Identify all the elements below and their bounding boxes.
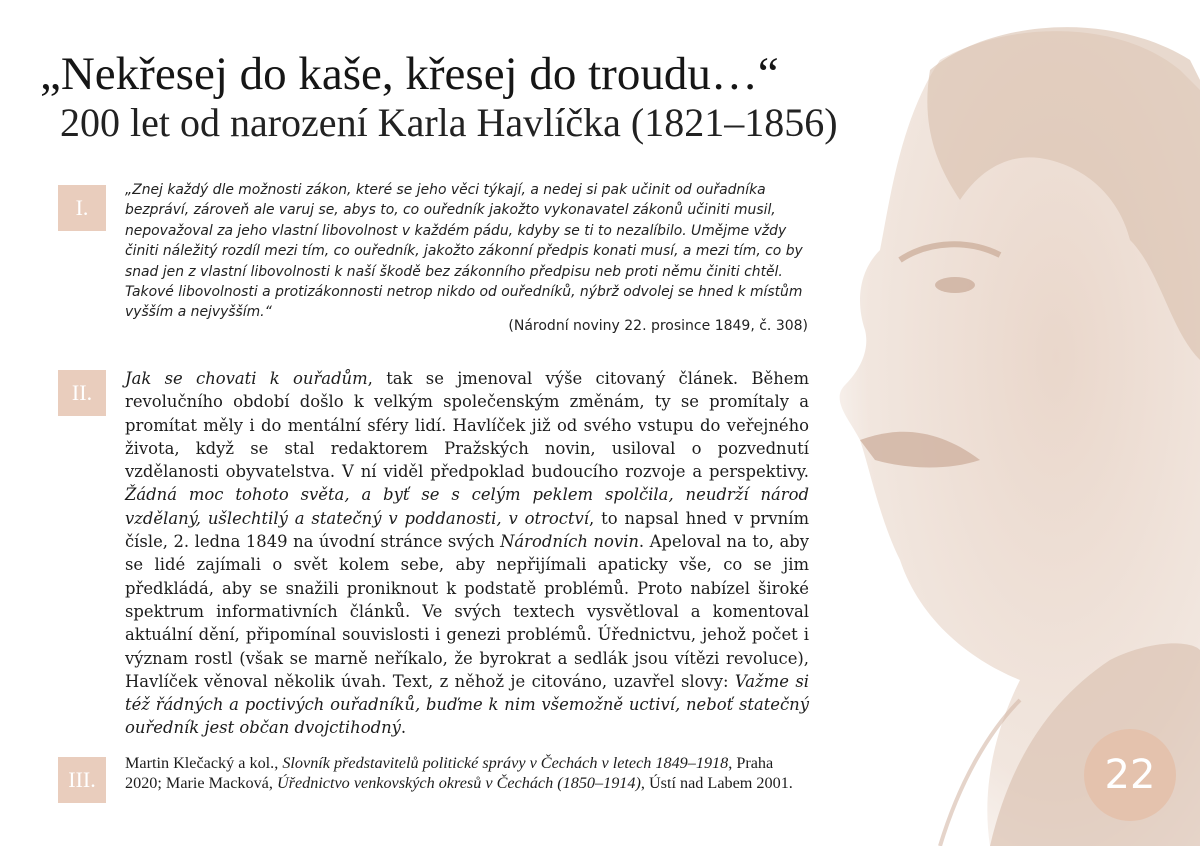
- article-text-part: , tak se jmenoval výše citovaný článek. Během revolučního období došlo k velkým společenským změnám, ty se promítaly a promítat měly i do mentální sféry lidí. Havlíček již od svého vstupu do veřejného života, když se stal redaktorem Pražských novin, usiloval o pozvednutí vzdělanosti obyvatelstva. V ní viděl předpoklad budoucího rozvoje a perspektivy.: [125, 369, 809, 482]
- section-marker-1: I.: [58, 185, 106, 231]
- section-marker-2: II.: [58, 370, 106, 416]
- quote-text: „Znej každý dle možnosti zákon, které se jeho věci týkají, a nedej si pak učinit od ouřadníka bezpráví, zároveň ale varuj se, abys to, co ouředník jakožto vykonavatel zákonů učiniti musil, nepovažoval za jeho vlastní libovolnost v každém pádu, kdyby se ti to nezalíbilo. Umějme vždy činiti náležitý rozdíl mezi tím, co ouředník, jakožto zákonní předpis konati musí, a mezi tím, co by snad jen z vlastní libovolnosti k naší škodě bez zákonního předpisu neb proti němu činiti chtěl. Takové libovolnosti a protizákonnosti netrop nikdo od ouředníků, nýbrž odvolej se hned k místům vyšším a nejvyšším.“: [125, 182, 803, 321]
- havlicek-portrait-image: [790, 0, 1200, 846]
- havlicek-quote-italic: Žádná moc tohoto světa, a byť se s celým peklem spolčila, neudrží národ vzdělaný, ušlechtilý a statečný v poddanosti, v otroctví: [125, 485, 809, 528]
- article-text-part: . Apeloval na to, aby se lidé zajímali o svět kolem sebe, aby nepřijímali apaticky vše, co se jim předkládá, aby se snažili proniknout k podstatě problémů. Proto nabízel široké spektrum informativních článků. Ve svých textech vysvětloval a komentoval aktuální dění, připomínal souvislosti i genezi problémů. Úřednictvu, jehož počet i význam rostl (však se marně neříkalo, že byrokrat a sedlák jsou vítězi revoluce), Havlíček věnoval několik úvah. Text, z něhož je citováno, uzavřel slovy:: [125, 532, 810, 691]
- closing-quote-italic: Važme si též řádných a poctivých ouřadníků, buďme k nim všemožně uctiví, neboť statečný ouředník jest občan dvojctihodný: [125, 671, 809, 738]
- article-text-end: .: [400, 718, 407, 738]
- page-number-badge: 22: [1084, 729, 1176, 821]
- article-title-italic: Jak se chovati k ouřadům: [125, 369, 368, 388]
- reference-title-italic: Slovník představitelů politické správy v Čechách v letech 1849–1918: [282, 754, 729, 772]
- quote-source: (Národní noviny 22. prosince 1849, č. 308): [508, 318, 808, 334]
- reference-text: , Praha 2020; Marie Macková,: [125, 754, 774, 792]
- section-marker-3: III.: [58, 757, 106, 803]
- reference-text: Martin Klečacký a kol.,: [125, 754, 283, 772]
- reference-title-italic: Úřednictvo venkovských okresů v Čechách (1850–1914): [276, 774, 641, 792]
- page-subtitle: 200 let od narození Karla Havlíčka (1821–1856): [60, 100, 838, 145]
- page-title: „Nekřesej do kaše, křesej do troudu…“: [40, 48, 779, 100]
- reference-text: , Ústí nad Labem 2001.: [640, 774, 793, 792]
- newspaper-name-italic: Národních novin: [500, 532, 639, 552]
- main-article-text: [125, 367, 809, 740]
- article-text-part: , to napsal hned v prvním čísle, 2. ledna 1849 na úvodní stránce svých: [125, 508, 809, 552]
- references: [125, 753, 809, 793]
